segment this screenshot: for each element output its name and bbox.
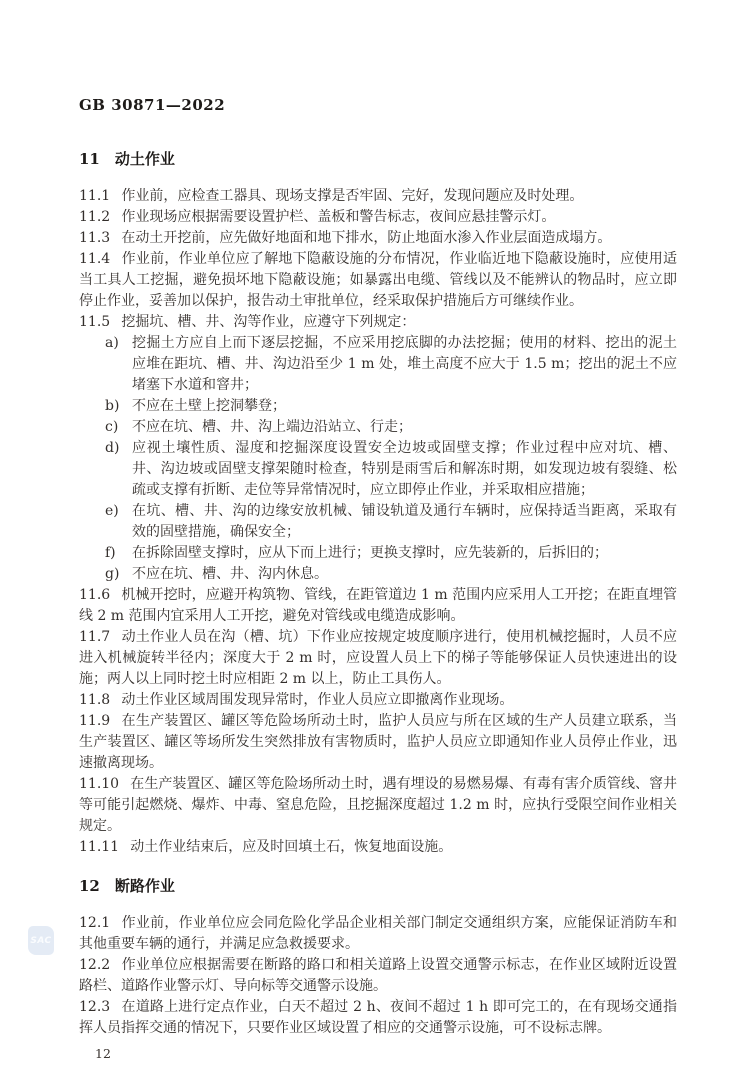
clause: [79, 312, 677, 333]
clause-number: 11.1: [79, 188, 111, 204]
clause-text: 动土作业结束后，应及时回填土石，恢复地面设施。: [130, 839, 453, 855]
list-item-text: 不应在坑、槽、井、沟上端边沿站立、行走；: [132, 419, 412, 435]
clause-number: 12.2: [79, 957, 111, 973]
document-content: [79, 97, 677, 1061]
list-item-text: 不应在土壁上挖洞攀登；: [132, 398, 286, 414]
clause-number: 11.11: [79, 839, 120, 855]
list-item-label: g): [105, 566, 120, 582]
list-item-text: 在拆除固壁支撑时，应从下而上进行；更换支撑时，应先装新的，后拆旧的；: [132, 545, 608, 561]
section-heading: [79, 148, 677, 170]
clause-text: 动土作业区域周围发现异常时，作业人员应立即撤离作业现场。: [121, 692, 514, 708]
page-number: 12: [95, 1046, 111, 1061]
clause-number: 11.3: [79, 230, 111, 246]
clause-number: 11.2: [79, 209, 111, 225]
clause-text: 作业前，作业单位应了解地下隐蔽设施的分布情况，作业临近地下隐蔽设施时，应使用适当工具人工挖掘，避免损坏地下隐蔽设施；如暴露出电缆、管线以及不能辨认的物品时，应立即停止作业，妥善加以保护，报告动土审批单位，经采取保护措施后方可继续作业。: [79, 251, 677, 309]
clause-text: 在道路上进行定点作业，白天不超过 2 h、夜间不超过 1 h 即可完工的，在有现场交通指挥人员指挥交通的情况下，只要作业区域设置了相应的交通警示设施，可不设标志牌。: [79, 999, 677, 1036]
clause: [79, 774, 677, 837]
section-number: 11: [79, 150, 100, 168]
clause-number: 11.8: [79, 692, 111, 708]
clause: [79, 837, 677, 858]
list-item-label: a): [105, 335, 119, 351]
section-title-text: 断路作业: [114, 877, 175, 895]
clause: [79, 997, 677, 1039]
clause-number: 11.9: [79, 713, 111, 729]
list-item-text: 应视土壤性质、湿度和挖掘深度设置安全边坡或固壁支撑；作业过程中应对坑、槽、井、沟边坡或固壁支撑架随时检查，特别是雨雪后和解冻时期，如发现边坡有裂缝、松疏或支撑有折断、走位等异常情况时，应立即停止作业，并采取相应措施；: [132, 440, 677, 498]
list-item: [79, 564, 677, 585]
list-item-label: e): [105, 503, 119, 519]
clause-number: 12.1: [79, 915, 111, 931]
clause-text: 在生产装置区、罐区等危险场所动土时，监护人员应与所在区域的生产人员建立联系，当生产装置区、罐区等场所发生突然排放有害物质时，监护人员应立即通知作业人员停止作业，迅速撤离现场。: [79, 713, 677, 771]
list-item: [79, 417, 677, 438]
clause-text: 在生产装置区、罐区等危险场所动土时，遇有埋设的易燃易爆、有毒有害介质管线、窨井等可能引起燃烧、爆炸、中毒、窒息危险，且挖掘深度超过 1.2 m 时，应执行受限空间作业相关规定。: [79, 776, 677, 834]
list-item-label: b): [105, 398, 120, 414]
sac-watermark-text: SAC: [30, 935, 52, 946]
clause: [79, 207, 677, 228]
clause-number: 11.7: [79, 629, 111, 645]
clause: [79, 249, 677, 312]
list-item: [79, 543, 677, 564]
clause-text: 作业现场应根据需要设置护栏、盖板和警告标志，夜间应悬挂警示灯。: [121, 209, 556, 225]
section-number: 12: [79, 877, 100, 895]
clause-text: 作业单位应根据需要在断路的路口和相关道路上设置交通警示标志，在作业区域附近设置路栏、道路作业警示灯、导向标等交通警示设施。: [79, 957, 677, 994]
clause-text: 动土作业人员在沟（槽、坑）下作业应按规定坡度顺序进行，使用机械挖掘时，人员不应进入机械旋转半径内；深度大于 2 m 时，应设置人员上下的梯子等能够保证人员快速进出的设施；两人以上同时挖土时应相距 2 m 以上，防止工具伤人。: [79, 629, 677, 687]
clause-number: 12.3: [79, 999, 111, 1015]
clause: [79, 585, 677, 627]
standard-number: GB 30871—2022: [79, 96, 226, 114]
document-body: [79, 148, 677, 1039]
clause-number: 11.4: [79, 251, 111, 267]
section-title-text: 动土作业: [114, 150, 175, 168]
list-item-text: 挖掘土方应自上而下逐层挖掘，不应采用挖底脚的办法挖掘；使用的材料、挖出的泥土应堆在距坑、槽、井、沟边沿至少 1 m 处，堆土高度不应大于 1.5 m；挖出的泥土不应堵塞下水道和窨井；: [132, 335, 677, 393]
list-item: [79, 333, 677, 396]
clause-text: 作业前，应检查工器具、现场支撑是否牢固、完好，发现问题应及时处理。: [121, 188, 584, 204]
clause: [79, 711, 677, 774]
clause: [79, 690, 677, 711]
clause-number: 11.5: [79, 314, 111, 330]
clause-text: 在动土开挖前，应先做好地面和地下排水，防止地面水渗入作业层面造成塌方。: [121, 230, 612, 246]
section-heading: [79, 875, 677, 897]
clause-text: 作业前，作业单位应会同危险化学品企业相关部门制定交通组织方案，应能保证消防车和其他重要车辆的通行，并满足应急救援要求。: [79, 915, 677, 952]
clause: [79, 627, 677, 690]
clause: [79, 186, 677, 207]
list-item-label: d): [105, 440, 120, 456]
list-item: [79, 501, 677, 543]
clause-number: 11.10: [79, 776, 120, 792]
clause: [79, 913, 677, 955]
list-item: [79, 438, 677, 501]
clause-number: 11.6: [79, 587, 111, 603]
list-item-text: 不应在坑、槽、井、沟内休息。: [132, 566, 328, 582]
clause-text: 挖掘坑、槽、井、沟等作业，应遵守下列规定：: [121, 314, 416, 330]
sac-watermark-logo: [28, 926, 54, 955]
clause-text: 机械开挖时，应避开构筑物、管线，在距管道边 1 m 范围内应采用人工开挖；在距直埋管线 2 m 范围内宜采用人工开挖，避免对管线或电缆造成影响。: [79, 587, 677, 624]
clause: [79, 228, 677, 249]
list-item-label: f): [105, 545, 116, 561]
list-item-text: 在坑、槽、井、沟的边缘安放机械、铺设轨道及通行车辆时，应保持适当距离，采取有效的固壁措施，确保安全；: [132, 503, 677, 540]
list-item: [79, 396, 677, 417]
clause: [79, 955, 677, 997]
list-item-label: c): [105, 419, 119, 435]
